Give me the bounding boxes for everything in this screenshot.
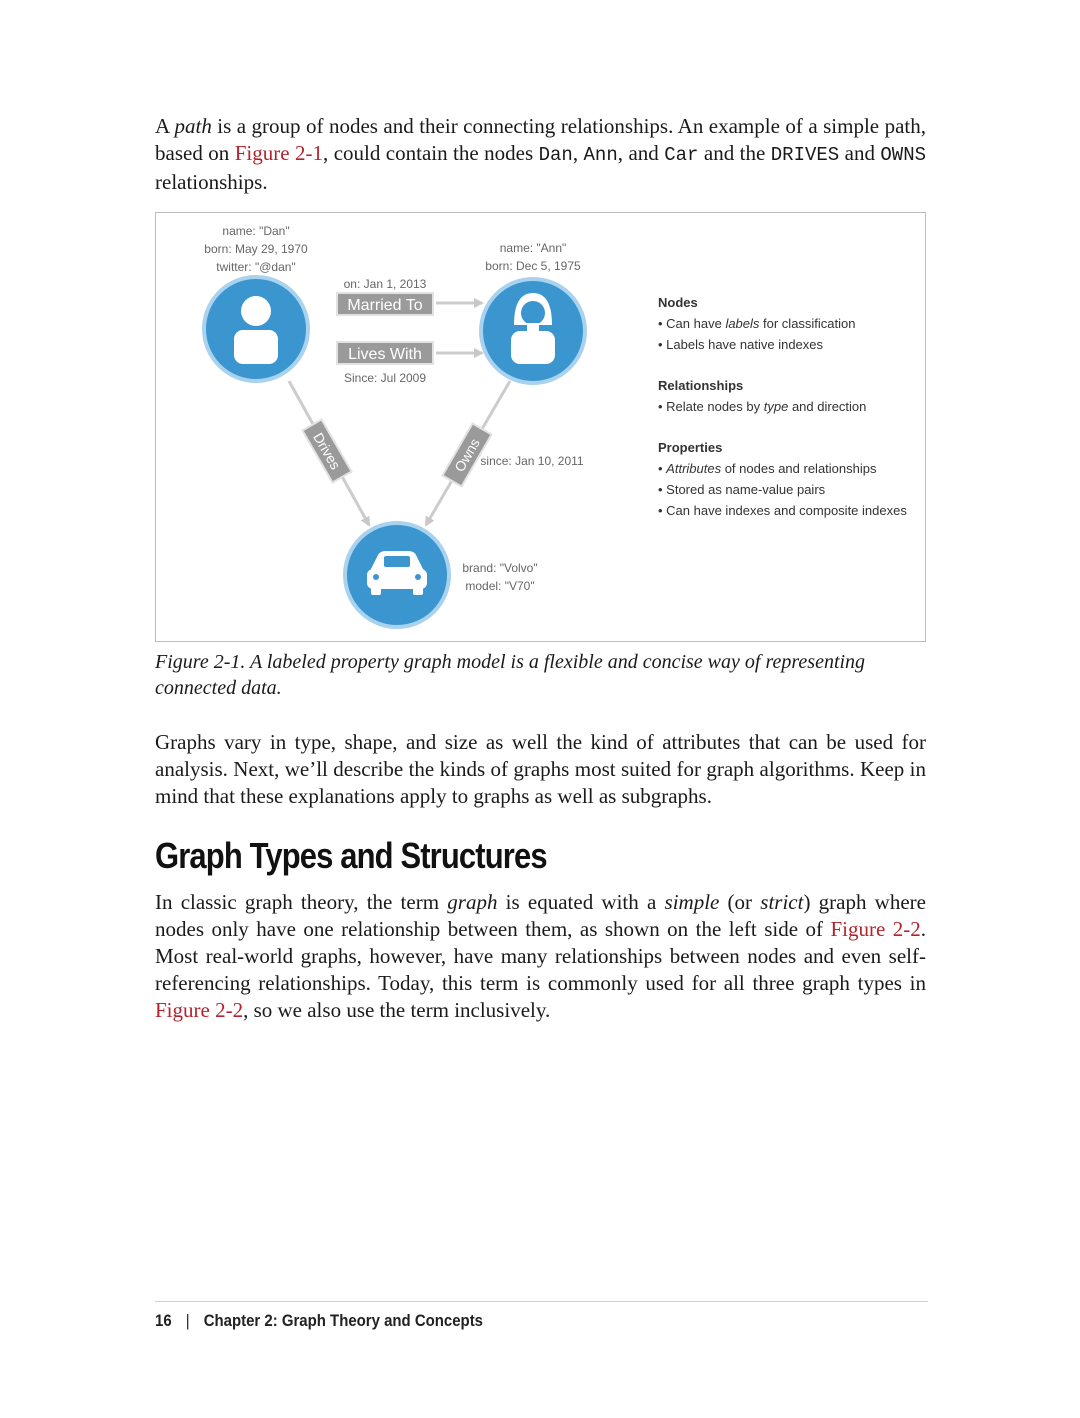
paragraph-graph-variety: Graphs vary in type, shape, and size as well the kind of attributes that can be used for analysis. Next, we’ll describe the kinds of graphs most suited for graph algorithms. Keep in mind that these explanations apply to graphs as well as subgraphs.	[155, 730, 926, 808]
text-run: and the	[698, 141, 771, 165]
legend-properties-item: • Can have indexes and composite indexes	[658, 503, 907, 518]
code-ann: Ann	[583, 144, 618, 166]
emphasis-simple: simple	[664, 890, 720, 914]
text-run: relationships.	[155, 170, 268, 194]
ann-name-property: name: "Ann"	[499, 241, 567, 255]
owns-property: since: Jan 10, 2011	[480, 454, 584, 468]
text-run: , and	[617, 141, 665, 165]
person-icon	[241, 296, 271, 326]
text-run: and	[839, 141, 881, 165]
text-run: A	[155, 114, 175, 138]
code-car: Car	[664, 144, 699, 166]
page-number: 16	[155, 1311, 172, 1330]
emphasis-graph: graph	[447, 890, 498, 914]
paragraph-path-definition	[155, 113, 926, 196]
married-to-property: on: Jan 1, 2013	[343, 277, 427, 291]
code-drives: DRIVES	[770, 144, 840, 166]
text-run: . Most real-world graphs, however, have many relationships between nodes and even self-referencing relationships. Today, this term is commonly used for all three graph types in	[155, 917, 926, 995]
text-run: In classic graph theory, the term	[155, 890, 448, 914]
owns-label: Owns	[451, 435, 483, 475]
legend-relationships-item: • Relate nodes by type and direction	[658, 399, 867, 414]
text-run: is equated with a	[497, 890, 665, 914]
figure-2-2-link[interactable]: Figure 2-2	[830, 917, 921, 941]
footer-divider	[155, 1301, 928, 1302]
drives-label: Drives	[310, 429, 344, 473]
drives-relationship	[302, 420, 351, 483]
text-run: , could contain the nodes	[323, 141, 539, 165]
page-footer	[155, 1309, 483, 1333]
paragraph-classic-graph-theory	[155, 889, 926, 1024]
legend-properties-title: Properties	[658, 440, 723, 455]
code-dan: Dan	[538, 144, 573, 166]
married-to-label: Married To	[347, 297, 423, 314]
emphasis-path: path	[174, 114, 212, 138]
car-brand-property: brand: "Volvo"	[462, 561, 538, 575]
text-run: ,	[572, 141, 584, 165]
lives-with-label: Lives With	[348, 346, 422, 363]
text-run: , so we also use the term inclusively.	[243, 998, 551, 1022]
figure-2-1	[155, 212, 926, 642]
text-run: (or	[719, 890, 761, 914]
figure-caption: Figure 2-1. A labeled property graph model is a flexible and concise way of representing connected data.	[155, 651, 866, 699]
dan-name-property: name: "Dan"	[222, 224, 290, 238]
married-to-relationship	[337, 293, 433, 315]
ann-born-property: born: Dec 5, 1975	[485, 259, 581, 273]
lives-with-relationship	[337, 342, 433, 364]
dan-node	[204, 277, 308, 381]
car-node	[345, 523, 449, 627]
property-graph-diagram	[156, 213, 927, 643]
lives-with-property: Since: Jul 2009	[343, 371, 427, 385]
legend-properties-item: • Attributes of nodes and relationships	[658, 461, 877, 476]
legend-nodes-item: • Can have labels for classification	[658, 316, 856, 331]
figure-2-2-link[interactable]: Figure 2-2	[155, 998, 244, 1022]
legend-nodes-title: Nodes	[658, 295, 698, 310]
footer-separator: |	[185, 1311, 190, 1330]
ann-node	[481, 279, 585, 383]
section-heading: Graph Types and Structures	[155, 835, 547, 876]
code-owns: OWNS	[880, 144, 927, 166]
text-run: ) graph where nodes only have one relationship between them, as shown on the left side of	[155, 890, 926, 941]
legend-properties-item: • Stored as name-value pairs	[658, 482, 826, 497]
diagram-legend	[658, 295, 907, 518]
legend-nodes-item: • Labels have native indexes	[658, 337, 824, 352]
legend-relationships-title: Relationships	[658, 378, 744, 393]
car-model-property: model: "V70"	[465, 579, 535, 593]
emphasis-strict: strict	[760, 890, 804, 914]
running-footer-chapter: Chapter 2: Graph Theory and Concepts	[203, 1311, 484, 1330]
dan-twitter-property: twitter: "@dan"	[216, 260, 296, 274]
text-run: is a group of nodes and their connecting relationships. An example of a simple path, based on	[155, 114, 926, 165]
figure-2-1-link[interactable]: Figure 2-1	[234, 141, 323, 165]
dan-born-property: born: May 29, 1970	[204, 242, 308, 256]
